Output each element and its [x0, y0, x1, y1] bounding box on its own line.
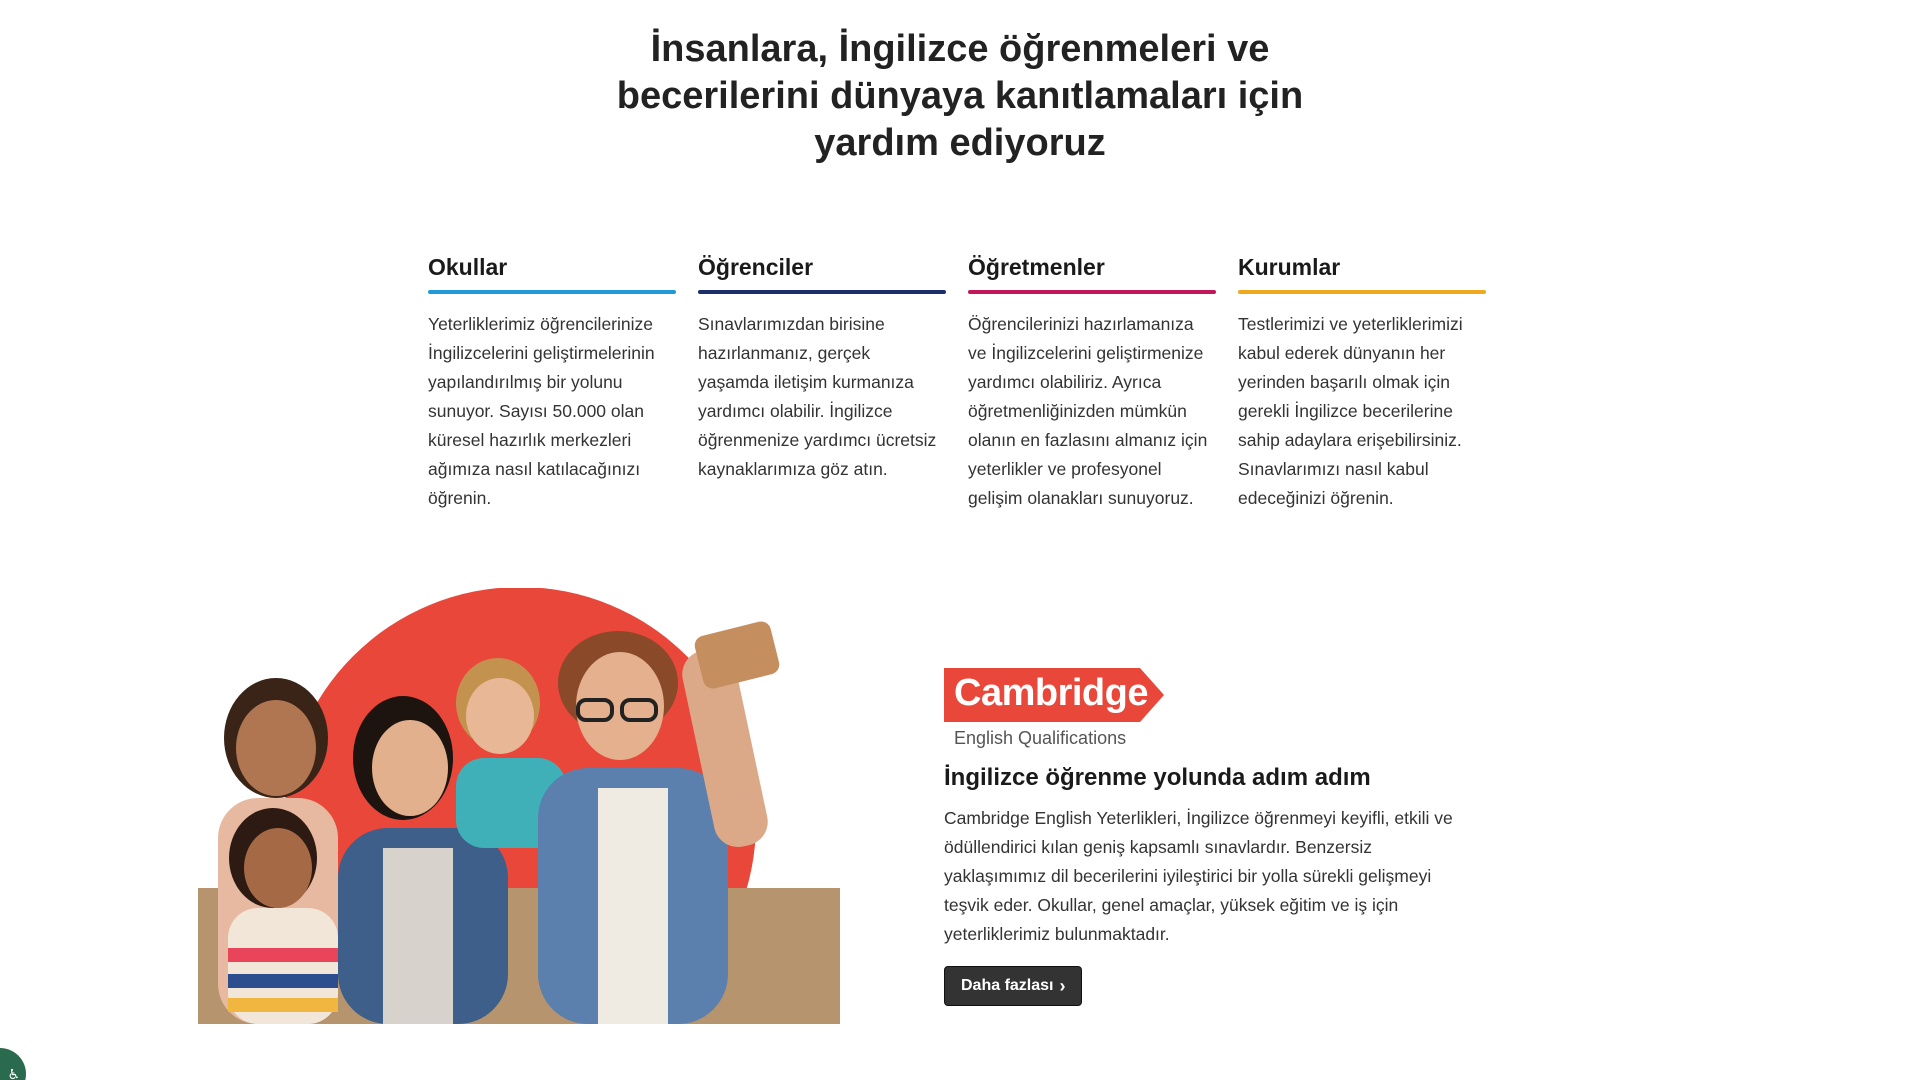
chevron-right-icon: › [1059, 976, 1066, 996]
promo-title: İngilizce öğrenme yolunda adım adım [944, 764, 1371, 791]
column-institutions [1238, 252, 1486, 513]
more-button-label: Daha fazlası [961, 977, 1054, 994]
column-heading[interactable]: Öğrenciler [698, 254, 814, 280]
column-accent-bar [1238, 290, 1486, 294]
column-heading[interactable]: Kurumlar [1238, 254, 1341, 280]
column-accent-bar [698, 290, 946, 294]
accessibility-icon[interactable]: ♿ [0, 1048, 26, 1080]
column-schools [428, 252, 676, 513]
hero-title: İnsanlara, İngilizce öğrenmeleri ve becerilerini dünyaya kanıtlamaları için yardım ediyoruz [616, 28, 1304, 164]
audience-columns [428, 252, 1486, 513]
more-button[interactable] [944, 966, 1082, 1006]
promo-text: Cambridge English Yeterlikleri, İngilizce öğrenmeyi keyifli, etkili ve ödüllendirici kılan geniş kapsamlı sınavlardır. Benzersiz yaklaşımımız dil becerilerini iyileştirici bir yolla sürekli gelişmeyi teşvik eder. Okullar, genel amaçlar, yüksek eğitim ve iş için yeterliklerimiz bulunmaktadır. [944, 808, 1453, 944]
group-selfie-illustration [198, 588, 840, 1024]
column-heading[interactable]: Öğretmenler [968, 254, 1105, 280]
column-students [698, 252, 946, 513]
column-text: Sınavlarımızdan birisine hazırlanmanız, gerçek yaşamda iletişim kurmanıza yardımcı olabilir. İngilizce öğrenmenize yardımcı ücretsiz kaynaklarımıza göz atın. [698, 314, 937, 479]
column-accent-bar [428, 290, 676, 294]
logo-subtitle: English Qualifications [954, 728, 1127, 748]
logo-wordmark: Cambridge [954, 672, 1148, 714]
group-selfie-photo [198, 588, 840, 1024]
column-text: Öğrencilerinizi hazırlamanıza ve İngilizcelerini geliştirmenize yardımcı olabiliriz. Ayrıca öğretmenliğinizden mümkün olanın en fazlasını almanız için yeterlikler ve profesyonel gelişim olanakları sunuyoruz. [968, 314, 1208, 508]
column-teachers [968, 252, 1216, 513]
column-text: Yeterliklerimiz öğrencilerinize İngilizcelerini geliştirmelerinin yapılandırılmış bir yolunu sunuyor. Sayısı 50.000 olan küresel hazırlık merkezleri ağımıza nasıl katılacağınızı öğrenin. [428, 314, 655, 508]
cambridge-logo[interactable] [944, 668, 1164, 752]
column-accent-bar [968, 290, 1216, 294]
column-text: Testlerimizi ve yeterliklerimizi kabul ederek dünyanın her yerinden başarılı olmak için gerekli İngilizce becerilerine sahip adaylara erişebilirsiniz. Sınavlarımızı nasıl kabul edeceğinizi öğrenin. [1238, 314, 1463, 508]
column-heading[interactable]: Okullar [428, 254, 508, 280]
